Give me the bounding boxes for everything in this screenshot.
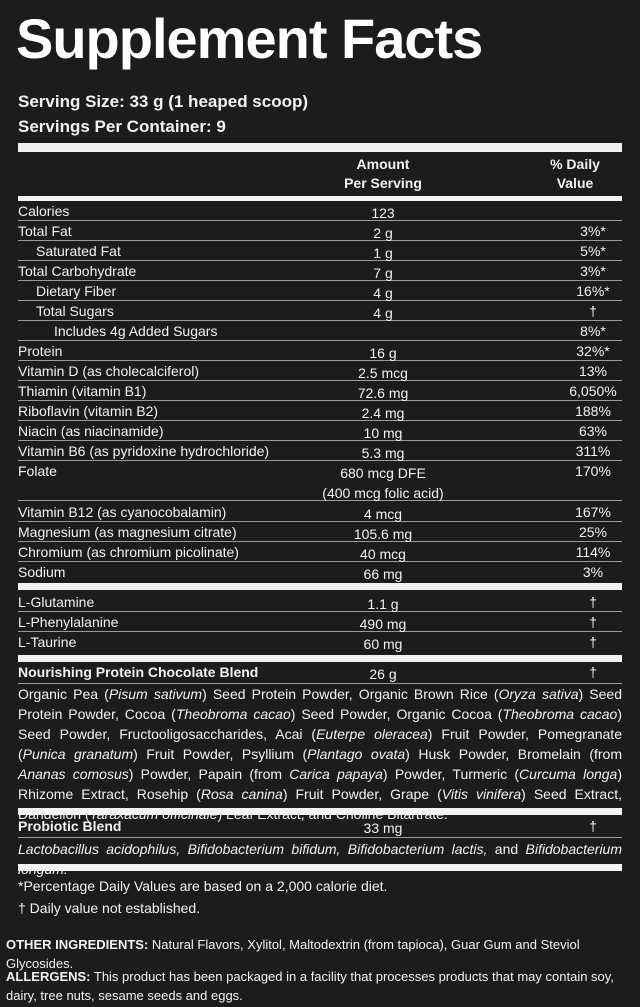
amount-header: [318, 155, 448, 193]
latin-name: Carica papaya: [289, 766, 383, 782]
nutrient-amount: [318, 463, 448, 503]
nutrient-amount-line1: 2.4 mg: [361, 405, 405, 421]
latin-name: Theobroma cacao: [502, 706, 618, 722]
nutrient-row: [18, 421, 622, 441]
nutrient-amount-line1: 66 mg: [363, 566, 403, 582]
nutrient-daily-value: 170%: [575, 463, 611, 479]
nutrient-amount: [318, 403, 448, 423]
ingredient-text: ) Seed Powder, Organic Cocoa (: [290, 706, 503, 722]
nutrient-name: Includes 4g Added Sugars: [54, 323, 218, 339]
probiotic-blend-row: [18, 816, 622, 836]
nutrient-amount-line1: 4 g: [373, 285, 393, 301]
nutrient-amount: [318, 203, 448, 223]
ingredient-text: ) Fruit Powder, Psyllium (: [133, 746, 308, 762]
latin-name: Bifidobacterium: [525, 841, 623, 857]
nutrient-amount: [318, 343, 448, 363]
nutrient-amount: [318, 283, 448, 303]
panel-title: Supplement Facts: [16, 7, 483, 70]
nutrient-amount: [318, 443, 448, 463]
nutrient-daily-value: 32%*: [576, 343, 610, 359]
nutrient-name: Sodium: [18, 564, 66, 580]
amino-acid-daily-value: †: [589, 614, 597, 630]
amino-acid-name: L-Taurine: [18, 634, 77, 650]
daily-value-header: [510, 155, 640, 193]
latin-name: Oryza sativa: [498, 686, 579, 702]
ingredient-text: ) Powder, Turmeric (: [382, 766, 520, 782]
other-ingredients-label: OTHER INGREDIENTS:: [6, 937, 149, 952]
nutrient-daily-value: 311%: [575, 443, 611, 459]
nutrient-amount: [318, 524, 448, 544]
thick-divider: [18, 143, 622, 152]
amino-acid-amount: 1.1 g: [367, 596, 399, 612]
ingredient-text: ) Fruit Powder, Grape (: [282, 786, 442, 802]
nutrient-amount: [318, 363, 448, 383]
nutrient-name: Saturated Fat: [36, 243, 121, 259]
nutrient-amount-line1: 5.3 mg: [361, 445, 405, 461]
allergens-label: ALLERGENS:: [6, 969, 91, 984]
amino-acid-row: [18, 632, 622, 652]
nutrient-row: [18, 281, 622, 301]
nutrient-name: Dietary Fiber: [36, 283, 117, 299]
footnote-daily-values: *Percentage Daily Values are based on a 2,000 calorie diet.: [18, 878, 388, 894]
nutrient-amount-line1: 16 g: [369, 345, 397, 361]
nutrient-name: Riboflavin (vitamin B2): [18, 403, 159, 419]
nutrient-daily-value: 188%: [575, 403, 611, 419]
nutrient-name: Calories: [18, 203, 70, 219]
dv-header-line1: % Daily: [550, 156, 600, 172]
nutrient-row: [18, 341, 622, 361]
nutrient-daily-value: 3%: [582, 564, 604, 580]
latin-name: Ananas comosus: [18, 766, 129, 782]
latin-name: Theobroma cacao: [175, 706, 291, 722]
nutrient-name: Total Fat: [18, 223, 72, 239]
other-ingredients-text: Natural Flavors, Xylitol, Maltodextrin (from tapioca), Guar Gum and Steviol Glycosides.: [6, 937, 580, 971]
nutrient-amount: [318, 383, 448, 403]
amino-acid-daily-value: †: [589, 634, 597, 650]
latin-name: Punica granatum: [22, 746, 134, 762]
ingredient-text: ) Husk Powder, Bromelain (from: [405, 746, 622, 762]
nutrient-daily-value: †: [589, 303, 597, 319]
protein-blend-amount: 26 g: [369, 666, 397, 682]
nutrient-row: [18, 381, 622, 401]
nutrient-name: Niacin (as niacinamide): [18, 423, 164, 439]
thick-divider: [18, 655, 622, 662]
nutrient-row: [18, 401, 622, 421]
nutrient-amount-line1: 2 g: [373, 225, 393, 241]
nutrient-row: [18, 261, 622, 281]
latin-name: Rosa canina: [200, 786, 283, 802]
nutrient-name: Total Sugars: [36, 303, 114, 319]
nutrient-amount: [318, 544, 448, 564]
probiotic-blend-dv: †: [589, 818, 597, 834]
amino-acid-amount: 60 mg: [363, 636, 403, 652]
protein-blend-name: Nourishing Protein Chocolate Blend: [18, 664, 259, 680]
thick-divider: [18, 583, 622, 590]
nutrient-amount-line1: 123: [371, 205, 395, 221]
ingredient-text: ) Seed Extract,: [521, 786, 623, 802]
nutrient-daily-value: 3%*: [580, 263, 606, 279]
nutrient-row: [18, 441, 622, 461]
nutrient-amount-line1: 680 mcg DFE: [340, 465, 426, 481]
amount-header-line1: Amount: [356, 156, 410, 172]
protein-blend-row: [18, 662, 622, 682]
nutrient-daily-value: 16%*: [576, 283, 610, 299]
nutrient-amount: [318, 423, 448, 443]
allergens: [6, 967, 634, 1005]
nutrient-amount-line1: 1 g: [373, 245, 393, 261]
probiotic-blend-name: Probiotic Blend: [18, 818, 122, 834]
nutrient-name: Chromium (as chromium picolinate): [18, 544, 239, 560]
nutrient-row: [18, 221, 622, 241]
nutrient-daily-value: 25%: [578, 524, 608, 540]
nutrient-row: [18, 461, 622, 501]
amino-acid-row: [18, 592, 622, 612]
latin-name: Vitis vinifera: [441, 786, 522, 802]
ingredient-text: and: [487, 841, 526, 857]
latin-name: Curcuma longa: [519, 766, 618, 782]
nutrient-daily-value: 167%: [575, 504, 611, 520]
ingredient-text: ) Seed Protein Powder, Organic Brown Rice (: [202, 686, 499, 702]
nutrient-name: Protein: [18, 343, 63, 359]
ingredient-text: Organic Pea (: [18, 686, 109, 702]
ingredient-text: ) Powder, Papain (from: [128, 766, 290, 782]
dv-header-line2: Value: [556, 175, 594, 191]
nutrient-row: [18, 361, 622, 381]
probiotic-blend-strains: [18, 839, 622, 879]
nutrient-row: [18, 301, 622, 321]
nutrient-row: [18, 562, 622, 582]
nutrient-amount-line1: 10 mg: [363, 425, 403, 441]
protein-blend-ingredients: [18, 684, 622, 824]
latin-name: Plantago ovata: [307, 746, 406, 762]
protein-blend-dv: †: [589, 664, 597, 680]
nutrient-name: Vitamin D (as cholecalciferol): [18, 363, 200, 379]
nutrient-name: Thiamin (vitamin B1): [18, 383, 147, 399]
footnote-dagger: † Daily value not established.: [18, 900, 201, 916]
nutrient-amount-line1: 4 g: [373, 305, 393, 321]
thick-divider: [18, 864, 622, 871]
nutrient-amount-line1: 4 mcg: [363, 506, 403, 522]
nutrient-amount-line1: 7 g: [373, 265, 393, 281]
nutrient-amount-line1: 105.6 mg: [353, 526, 413, 542]
nutrient-name: Magnesium (as magnesium citrate): [18, 524, 237, 540]
nutrient-amount: [318, 564, 448, 584]
ingredient-text: ) Seed Protein Powder, Cocoa (: [18, 686, 622, 722]
nutrient-row: [18, 502, 622, 522]
nutrient-daily-value: 8%*: [580, 323, 606, 339]
nutrient-amount: [318, 263, 448, 283]
probiotic-blend-amount: 33 mg: [363, 820, 403, 836]
ingredient-text: ) Rhizome Extract, Rosehip (: [18, 766, 623, 802]
amino-acid-name: L-Phenylalanine: [18, 614, 119, 630]
nutrient-amount: [318, 243, 448, 263]
nutrient-name: Vitamin B6 (as pyridoxine hydrochloride): [18, 443, 270, 459]
amino-acid-daily-value: †: [589, 594, 597, 610]
amino-acid-amount: 490 mg: [359, 616, 407, 632]
nutrient-amount-line1: 2.5 mcg: [358, 365, 408, 381]
nutrient-row: [18, 201, 622, 221]
nutrient-row: [18, 522, 622, 542]
nutrient-name: Vitamin B12 (as cyanocobalamin): [18, 504, 227, 520]
amino-acid-row: [18, 612, 622, 632]
nutrient-amount: [318, 303, 448, 323]
latin-name: Lactobacillus acidophilus, Bifidobacterium bifidum, Bifidobacterium lactis,: [18, 841, 488, 857]
nutrient-daily-value: 5%*: [580, 243, 606, 259]
nutrient-row: [18, 321, 622, 341]
nutrient-name: Folate: [18, 463, 57, 479]
nutrient-daily-value: 13%: [578, 363, 608, 379]
ingredient-text: ) Fruit Powder, Pomegranate (: [18, 726, 622, 762]
serving-size: Serving Size: 33 g (1 heaped scoop): [18, 92, 309, 111]
nutrient-daily-value: 63%: [578, 423, 608, 439]
nutrient-amount-line2: (400 mcg folic acid): [322, 485, 444, 501]
nutrient-amount: [318, 223, 448, 243]
thin-divider: [18, 837, 622, 838]
latin-name: Euterpe oleracea: [316, 726, 428, 742]
nutrient-amount-line1: 72.6 mg: [357, 385, 409, 401]
thick-divider: [18, 808, 622, 815]
nutrient-amount: [318, 504, 448, 524]
servings-per-container: Servings Per Container: 9: [18, 117, 226, 136]
ingredient-text: ) Seed Powder, Fructooligosaccharides, Acai (: [18, 706, 623, 742]
allergens-text: This product has been packaged in a facility that processes products that may contain soy, dairy, tree nuts, sesame seeds and eggs.: [6, 969, 614, 1003]
latin-name: Pisum sativum: [108, 686, 203, 702]
nutrient-row: [18, 241, 622, 261]
nutrient-name: Total Carbohydrate: [18, 263, 137, 279]
amount-header-line2: Per Serving: [344, 175, 422, 191]
nutrient-daily-value: 114%: [575, 544, 611, 560]
nutrient-row: [18, 542, 622, 562]
nutrient-daily-value: 3%*: [580, 223, 606, 239]
amino-acid-name: L-Glutamine: [18, 594, 95, 610]
nutrient-daily-value: 6,050%: [569, 383, 617, 399]
nutrient-amount-line1: 40 mcg: [360, 546, 406, 562]
